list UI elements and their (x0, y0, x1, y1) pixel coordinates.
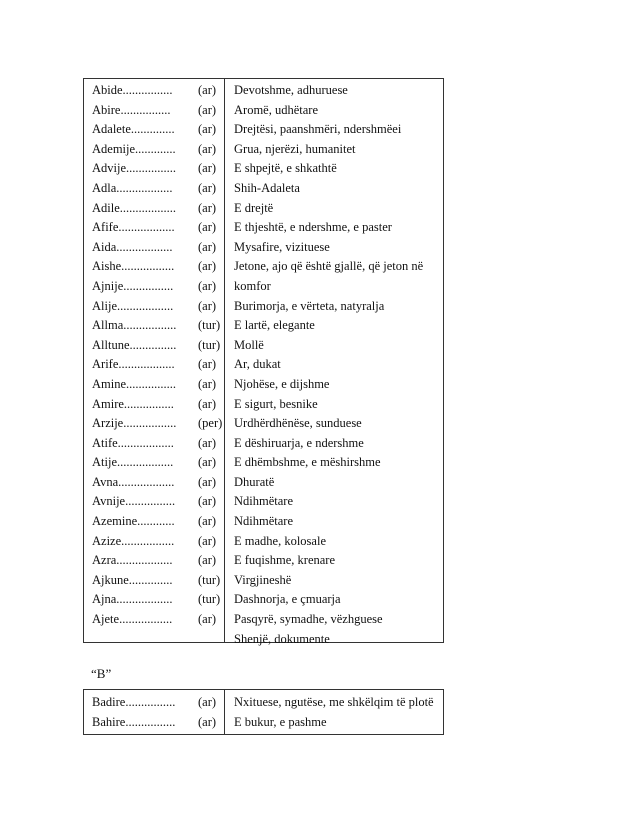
origin-cell: (ar) (198, 695, 217, 709)
name-cell: Arife.................. (92, 357, 175, 372)
description-line: Devotshme, adhuruese (234, 83, 348, 97)
name-cell: Amine................ (92, 376, 177, 391)
name-cell: Atife.................. (92, 435, 174, 450)
name-cell: Avnije................ (92, 494, 176, 509)
origin-cell: (tur) (198, 318, 221, 333)
name-cell: Amire................ (92, 396, 174, 411)
origin-cell: (ar) (198, 200, 217, 215)
name-cell: Ajkune.............. (92, 572, 173, 587)
origin-column (198, 81, 228, 630)
description-line: Dhuratë (234, 474, 275, 489)
name-cell: Abire................ (92, 102, 171, 117)
name-cell: Badire................ (92, 695, 176, 709)
name-cell: Advije................ (92, 161, 177, 176)
description-line: Virgjineshë (234, 572, 292, 587)
origin-cell: (ar) (198, 298, 217, 313)
description-line: Pasqyrë, symadhe, vëzhguese (234, 612, 383, 627)
name-cell: Abide................ (92, 83, 173, 97)
description-line: E dhëmbshme, e mëshirshme (234, 455, 381, 470)
name-cell: Avna.................. (92, 474, 175, 489)
description-line: Mollë (234, 337, 264, 352)
origin-cell: (tur) (198, 572, 221, 587)
origin-cell: (ar) (198, 514, 217, 529)
origin-cell: (ar) (198, 494, 217, 509)
description-line: E dëshiruarja, e ndershme (234, 435, 364, 450)
description-line: E fuqishme, krenare (234, 553, 336, 568)
name-cell: Adalete.............. (92, 122, 175, 137)
names-table-a (83, 78, 444, 646)
description-line: Burimorja, e vërteta, natyralja (234, 298, 385, 313)
origin-cell: (ar) (198, 357, 217, 372)
origin-cell: (ar) (198, 161, 217, 176)
description-line: Nxituese, ngutëse, me shkëlqim të plotë (234, 695, 434, 709)
name-cell: Bahire................ (92, 714, 176, 729)
origin-cell: (ar) (198, 239, 217, 254)
origin-cell: (ar) (198, 455, 217, 470)
origin-cell: (ar) (198, 220, 217, 235)
name-cell: Azemine............ (92, 514, 175, 529)
description-column (234, 81, 442, 649)
description-line: E bukur, e pashme (234, 714, 327, 729)
description-line: Shenjë, dokumente (234, 631, 330, 646)
origin-cell: (ar) (198, 533, 217, 548)
origin-cell: (tur) (198, 337, 221, 352)
name-cell: Azra.................. (92, 553, 173, 568)
description-line: Ar, dukat (234, 357, 281, 372)
description-line: E lartë, elegante (234, 318, 315, 333)
origin-cell: (ar) (198, 180, 217, 195)
origin-cell: (ar) (198, 553, 217, 568)
description-line: Ndihmëtare (234, 514, 294, 529)
description-line: Drejtësi, paanshmëri, ndershmëei (234, 122, 402, 137)
name-cell: Afife.................. (92, 220, 175, 235)
name-cell: Allma................. (92, 318, 177, 333)
origin-cell: (ar) (198, 376, 217, 391)
name-cell: Adla.................. (92, 180, 173, 195)
name-cell: Ademije............. (92, 141, 176, 156)
description-line: Aromë, udhëtare (234, 102, 318, 117)
section-b-heading: “B” (91, 666, 112, 681)
origin-cell: (ar) (198, 83, 217, 97)
origin-cell: (ar) (198, 102, 217, 117)
description-line: Urdhërdhënëse, sunduese (234, 416, 362, 431)
description-line: E sigurt, besnike (234, 396, 318, 411)
name-cell: Alltune............... (92, 337, 177, 352)
description-line: Mysafire, vizituese (234, 239, 330, 254)
name-cell: Aida.................. (92, 239, 173, 254)
description-line: komfor (234, 278, 271, 293)
name-cell: Ajna.................. (92, 592, 173, 607)
description-line: Grua, njerëzi, humanitet (234, 141, 356, 156)
name-cell: Arzije................. (92, 416, 177, 431)
name-cell: Ajete................. (92, 612, 173, 627)
description-line: Shih-Adaleta (234, 180, 300, 195)
description-line: Njohëse, e dijshme (234, 376, 330, 391)
origin-cell: (ar) (198, 612, 217, 627)
description-line: E thjeshtë, e ndershme, e paster (234, 220, 392, 235)
names-table-b (83, 689, 444, 735)
origin-cell: (ar) (198, 396, 217, 411)
name-cell: Ajnije................ (92, 278, 174, 293)
description-line: E drejtë (234, 200, 274, 215)
description-line: Dashnorja, e çmuarja (234, 592, 341, 607)
origin-cell: (per) (198, 416, 223, 431)
origin-cell: (ar) (198, 259, 217, 274)
name-cell: Azize................. (92, 533, 175, 548)
origin-column (198, 693, 228, 732)
origin-cell: (ar) (198, 122, 217, 137)
origin-cell: (ar) (198, 141, 217, 156)
origin-cell: (ar) (198, 278, 217, 293)
origin-cell: (ar) (198, 435, 217, 450)
name-cell: Aishe................. (92, 259, 175, 274)
description-line: Ndihmëtare (234, 494, 294, 509)
description-column (234, 693, 442, 732)
origin-cell: (tur) (198, 592, 221, 607)
origin-cell: (ar) (198, 714, 217, 729)
description-line: E shpejtë, e shkathtë (234, 161, 337, 176)
name-cell: Alije.................. (92, 298, 174, 313)
description-line: E madhe, kolosale (234, 533, 326, 548)
name-cell: Adile.................. (92, 200, 177, 215)
origin-cell: (ar) (198, 474, 217, 489)
description-line: Jetone, ajo që është gjallë, që jeton në (234, 259, 424, 274)
name-cell: Atije.................. (92, 455, 174, 470)
